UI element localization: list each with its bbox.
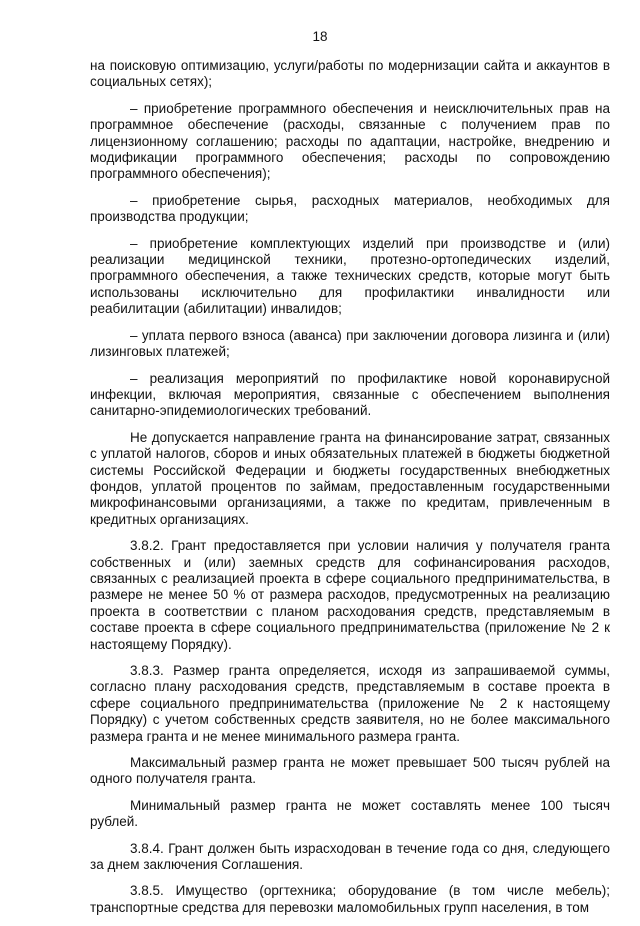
paragraph-3-8-5: 3.8.5. Имущество (оргтехника; оборудование (в том числе мебель); транспортные средства для перевозки маломобильных групп населения, в том	[90, 883, 610, 915]
paragraph-min-grant: Минимальный размер гранта не может составлять менее 100 тысяч рублей.	[90, 797, 610, 830]
paragraph-3-8-2: 3.8.2. Грант предоставляется при условии наличия у получателя гранта собственных и (или) заемных средств для софинансирования расходов, связанных с реализацией проекта в сфере социального предпринимательства, в размере не менее 50 % от размера расходов, предусмотренных на реализацию проекта в соответствии с планом расходования средств, представляемым в составе проекта в сфере социального предпринимательства (приложение № 2 к настоящему Порядку).	[90, 538, 610, 652]
paragraph-3-8-3: 3.8.3. Размер гранта определяется, исходя из запрашиваемой суммы, согласно плану расходования средств, представляемым в составе проекта в сфере социального предпринимательства (приложение № 2 к настоящему Порядку) с учетом собственных средств заявителя, но не более максимального размера гранта и не менее минимального размера гранта.	[90, 663, 610, 744]
paragraph-components: – приобретение комплектующих изделий при производстве и (или) реализации медицинской техники, протезно-ортопедических изделий, программного обеспечения, а также технических средств, которые могут быть использованы исключительно для профилактики инвалидности или реабилитации (абилитации) инвалидов;	[90, 235, 610, 317]
paragraph-3-8-4: 3.8.4. Грант должен быть израсходован в течение года со дня, следующего за днем заключения Соглашения.	[90, 840, 610, 873]
paragraph-max-grant: Максимальный размер гранта не может превышает 500 тысяч рублей на одного получателя гранта.	[90, 755, 610, 787]
document-body	[90, 58, 610, 926]
paragraph-raw-materials: – приобретение сырья, расходных материалов, необходимых для производства продукции;	[90, 192, 610, 225]
paragraph-prohibited-costs: Не допускается направление гранта на финансирование затрат, связанных с уплатой налогов, сборов и иных обязательных платежей в бюджеты бюджетной системы Российской Федерации и бюджеты государственных внебюджетных фондов, уплатой процентов по займам, предоставленным государственными микрофинансовыми организациями, а также по кредитам, привлеченным в кредитных организациях.	[90, 429, 610, 527]
page-number: 18	[312, 29, 328, 44]
paragraph-continuation: на поисковую оптимизацию, услуги/работы по модернизации сайта и аккаунтов в социальных сетях);	[90, 58, 610, 90]
paragraph-leasing: – уплата первого взноса (аванса) при заключении договора лизинга и (или) лизинговых платежей;	[90, 327, 610, 360]
paragraph-covid: – реализация мероприятий по профилактике новой коронавирусной инфекции, включая мероприятия, связанные с обеспечением выполнения санитарно-эпидемиологических требований.	[90, 370, 610, 419]
paragraph-software: – приобретение программного обеспечения и неисключительных прав на программное обеспечение (расходы, связанные с получением прав по лицензионному соглашению; расходы по адаптации, настройке, внедрению и модификации программного обеспечения; расходы по сопровождению программного обеспечения);	[90, 100, 610, 182]
